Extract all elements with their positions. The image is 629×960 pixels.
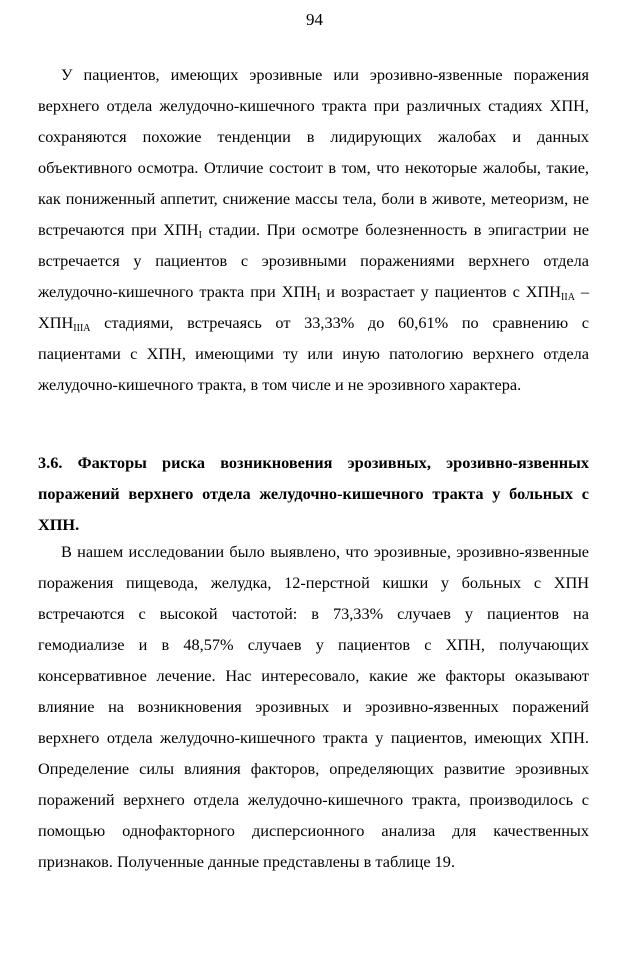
text-run: – ХПН: [38, 282, 590, 332]
stage-subscript: I: [198, 230, 202, 241]
paragraph-symptoms: [38, 59, 589, 400]
text-run: стадии. При осмотре болезненность в эпигастрии не встречается у пациентов с эрозивными поражениями верхнего отдела желудочно-кишечного тракта при ХПН: [38, 220, 589, 301]
section-heading: 3.6. Факторы риска возникновения эрозивных, эрозивно-язвенных поражений верхнего отдела желудочно-кишечного тракта у больных с ХПН.: [38, 453, 589, 534]
stage-subscript: IIIA: [73, 323, 91, 334]
paragraph-text: В нашем исследовании было выявлено, что эрозивные, эрозивно-язвенные поражения пищевода, желудка, 12-перстной кишки у больных с ХПН встречаются с высокой частотой: в 73,33% случаев у пациентов на гемодиализе и в 48,57% случаев у пациентов с ХПН, получающих консервативное лечение. Нас интересовало, какие же факторы оказывают влияние на возникновения эрозивных и эрозивно-язвенных поражений верхнего отдела желудочно-кишечного тракта у пациентов, имеющих ХПН. Определение силы влияния факторов, определяющих развитие эрозивных поражений верхнего отдела желудочно-кишечного тракта, производилось с помощью однофакторного дисперсионного анализа для качественных признаков. Полученные данные представлены в таблице 19.: [38, 542, 589, 871]
text-run: и возрастает у пациентов с ХПН: [320, 282, 562, 301]
stage-subscript: IIA: [561, 292, 575, 303]
text-run: стадиями, встречаясь от 33,33% до 60,61% по сравнению с пациентами с ХПН, имеющими ту или иную патологию верхнего отдела желудочно-кишечного тракта, в том числе и не эрозивного характера.: [38, 313, 589, 394]
text-run: У пациентов, имеющих эрозивные или эрозивно-язвенные поражения верхнего отдела желудочно-кишечного тракта при различных стадиях ХПН, сохраняются похожие тенденции в лидирующих жалобах и данных объективного осмотра. Отличие состоит в том, что некоторые жалобы, такие, как пониженный аппетит, снижение массы тела, боли в животе, метеоризм, не встречаются при ХПН: [38, 65, 589, 239]
stage-subscript: I: [317, 292, 321, 303]
page-number: 94: [306, 10, 323, 29]
paragraph-text: [38, 59, 589, 400]
paragraph-risk-factors: [38, 536, 589, 877]
